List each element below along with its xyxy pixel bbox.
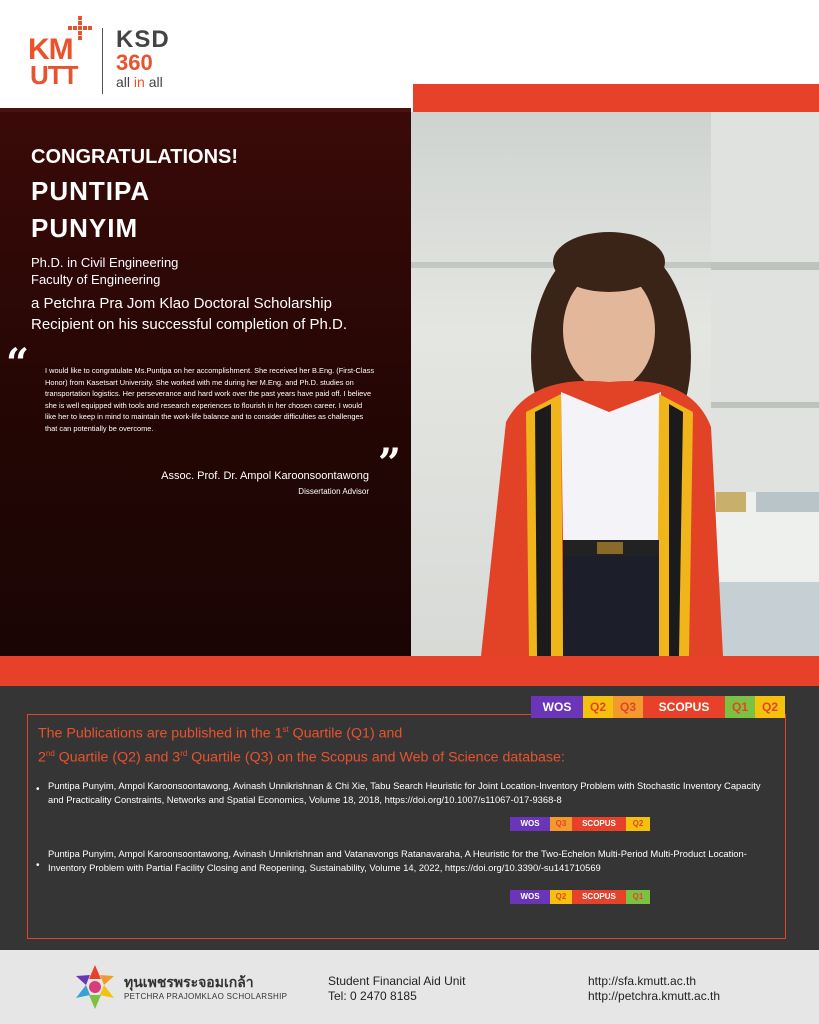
tagline-pre: all — [116, 74, 134, 90]
url-petchra[interactable]: http://petchra.kmutt.ac.th — [588, 989, 721, 1003]
congratulations-heading: CONGRATULATIONS! — [31, 146, 239, 168]
tag-wos-quartile: Q3 — [550, 817, 572, 831]
degree-info — [31, 254, 178, 288]
top-accent-strip — [413, 84, 819, 112]
heading-sup: st — [282, 725, 289, 734]
logo-divider — [102, 28, 103, 94]
advisor-name: Assoc. Prof. Dr. Ampol Karoonsoontawong — [161, 470, 369, 482]
heading-part: 2 — [38, 749, 46, 766]
open-quote-icon: “ — [6, 340, 30, 387]
url-sfa[interactable]: http://sfa.kmutt.ac.th — [588, 974, 697, 988]
legend-wos: WOS — [531, 696, 583, 718]
unit-name: Student Financial Aid Unit — [328, 974, 466, 988]
publication-item-1: Puntipa Punyim, Ampol Karoonsoontawong, Avinash Unnikrishnan & Chi Xie, Tabu Search Heuristic for Joint Location-Inventory Problem with Stochastic Inventory Capacity and Practicality Constraints, Networks and Spatial Economics, Volume 18, 2018, https://doi.org/10.1007/s11067-017-9368-8 — [48, 780, 761, 805]
legend-scopus-q1: Q1 — [725, 696, 755, 718]
list-bullet: • — [36, 784, 40, 795]
contact-urls — [588, 974, 720, 1004]
scholarship-name-thai: ทุนเพชรพระจอมเกล้า — [124, 974, 254, 990]
unit-phone: Tel: 0 2470 8185 — [328, 989, 417, 1003]
tagline-in: in — [133, 74, 145, 90]
publication-item-2: Puntipa Punyim, Ampol Karoonsoontawong, Avinash Unnikrishnan and Vatanavongs Ratanavaraha, A Heuristic for the Two-Echelon Multi-Period Multi-Product Location-Inventory Problem with Partial Facility Closing and Reopening, Sustainability, Volume 14, 2022, https://doi.org/10.3390/-su141710569 — [48, 848, 747, 873]
degree: Ph.D. in Civil Engineering — [31, 255, 179, 270]
tag-scopus: SCOPUS — [572, 817, 626, 831]
tag-scopus-quartile: Q2 — [626, 817, 650, 831]
heading-part: The Publications are published in the 1 — [38, 725, 283, 742]
petchra-scholarship-logo-icon — [72, 962, 118, 1012]
legend-wos-q3: Q3 — [613, 696, 643, 718]
heading-sup: rd — [180, 748, 188, 758]
advisor-quote: I would like to congratulate Ms.Puntipa on her accomplishment. She received her B.Eng. (First-Class Honor) from Kasetsart University. She worked with me during her M.Eng. and Ph.D. studies on transportation logistics. Her perseverance and hard work over the past years have paid off. I believe she is well equipped with tools and research experiences to flourish in her chosen career. I would like her to keep in mind to maintain the work-life balance and to consider difficulties as challenges that can potentially be overcome. — [45, 366, 375, 433]
scholarship-line-2: Recipient on his successful completion of Ph.D. — [31, 316, 347, 333]
recipient-first-name: PUNTIPA — [31, 176, 151, 206]
tag-scopus: SCOPUS — [572, 890, 626, 904]
faculty: Faculty of Engineering — [31, 272, 161, 287]
close-quote-icon: ” — [378, 440, 402, 487]
publication-2-tags — [510, 890, 650, 904]
tag-wos: WOS — [510, 890, 550, 904]
ksd-text: KSD — [116, 26, 170, 53]
recipient-last-name: PUNYIM — [31, 213, 139, 243]
heading-part: Quartile (Q2) and 3 — [54, 749, 181, 766]
heading-sup: nd — [45, 748, 55, 758]
publications-heading — [38, 720, 738, 767]
advisor-role: Dissertation Advisor — [298, 487, 369, 496]
scholarship-name-english: PETCHRA PRAJOMKLAO SCHOLARSHIP — [124, 992, 288, 1001]
graduate-photo-illustration — [411, 112, 819, 656]
heading-part: Quartile (Q3) on the Scopus and Web of Science database: — [187, 749, 565, 766]
kmutt-logo-bottom: UTT — [30, 60, 78, 90]
kmutt-logo — [28, 18, 92, 88]
ksd360-logo — [116, 28, 170, 90]
tag-wos: WOS — [510, 817, 550, 831]
tag-wos-quartile: Q2 — [550, 890, 572, 904]
middle-accent-band — [0, 656, 819, 686]
kmutt-logo-top: KM — [28, 33, 73, 66]
ksd-tagline — [116, 74, 170, 90]
legend-wos-q2: Q2 — [583, 696, 613, 718]
legend-scopus-q2: Q2 — [755, 696, 785, 718]
scholarship-text — [31, 293, 347, 335]
list-bullet: • — [36, 860, 40, 871]
ksd-number: 360 — [116, 50, 153, 75]
heading-part: Quartile (Q1) and — [288, 725, 403, 742]
publication-1-tags — [510, 817, 650, 831]
scholarship-line-1: a Petchra Pra Jom Klao Doctoral Scholarship — [31, 295, 332, 312]
tag-scopus-quartile: Q1 — [626, 890, 650, 904]
legend-scopus: SCOPUS — [643, 696, 725, 718]
index-legend — [531, 696, 785, 718]
tagline-post: all — [144, 74, 163, 90]
contact-unit — [328, 974, 465, 1004]
graduate-photo — [411, 112, 819, 656]
